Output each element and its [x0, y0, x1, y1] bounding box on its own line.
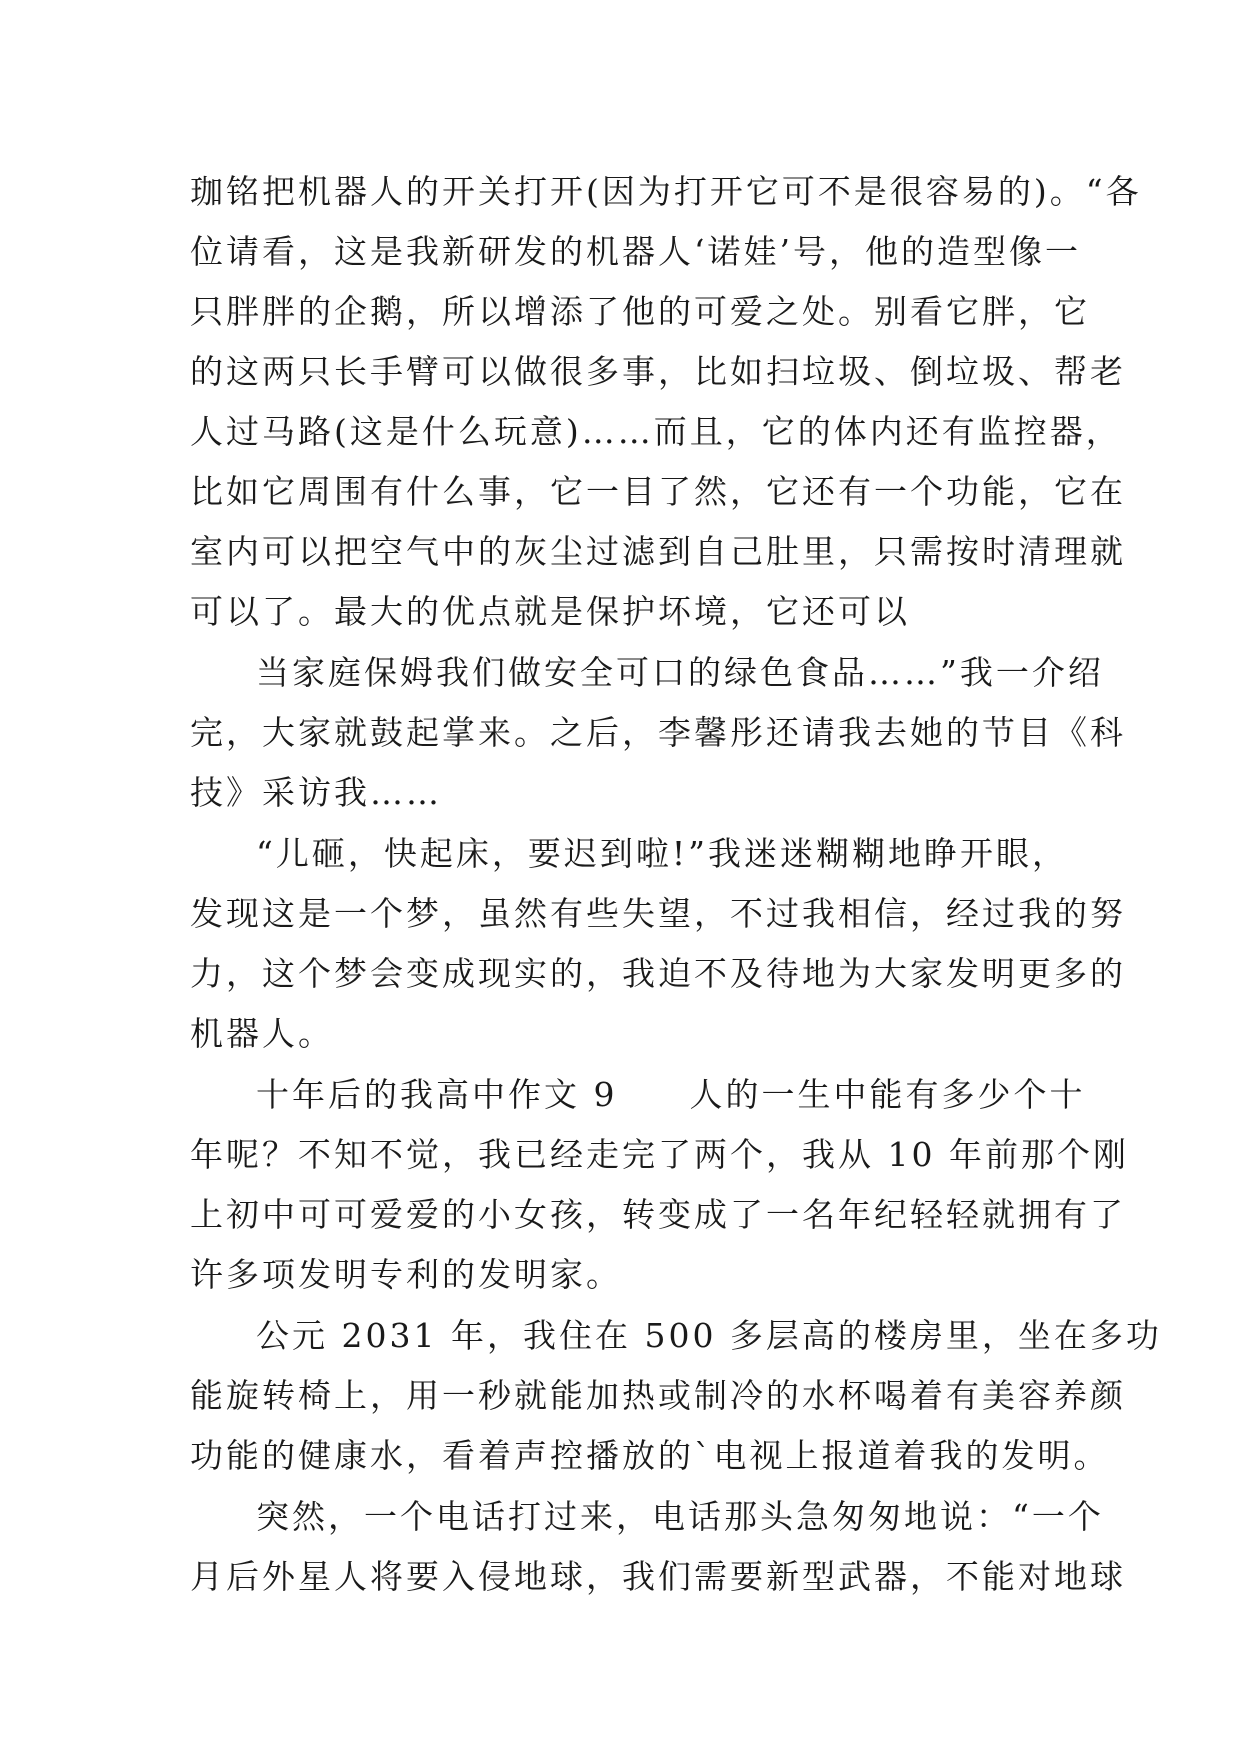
text-line: 技》采访我…… — [190, 773, 442, 812]
text-line: 的这两只长手臂可以做很多事，比如扫垃圾、倒垃圾、帮老 — [190, 352, 1126, 391]
text-line: 上初中可可爱爱的小女孩，转变成了一名年纪轻轻就拥有了 — [190, 1195, 1126, 1234]
text-line: 机器人。 — [190, 1014, 334, 1053]
text-line: 功能的健康水，看着声控播放的`电视上报道着我的发明。 — [190, 1436, 1110, 1475]
paragraph-first-line: 十年后的我高中作文 9 人的一生中能有多少个十 — [256, 1075, 1086, 1114]
text-line: 许多项发明专利的发明家。 — [190, 1255, 622, 1294]
paragraph-first-line: “儿砸，快起床，要迟到啦!”我迷迷糊糊地睁开眼， — [256, 834, 1069, 873]
text-line: 可以了。最大的优点就是保护坏境，它还可以 — [190, 592, 910, 631]
paragraph-first-line: 公元 2031 年，我住在 500 多层高的楼房里，坐在多功 — [256, 1316, 1162, 1355]
text-line: 人过马路(这是什么玩意)……而且，它的体内还有监控器， — [190, 412, 1122, 451]
text-line: 比如它周围有什么事，它一目了然，它还有一个功能，它在 — [190, 472, 1126, 511]
paragraph-first-line: 当家庭保姆我们做安全可口的绿色食品……”我一介绍 — [256, 653, 1104, 692]
text-line: 只胖胖的企鹅，所以增添了他的可爱之处。别看它胖，它 — [190, 292, 1090, 331]
text-line: 年呢？不知不觉，我已经走完了两个，我从 10 年前那个刚 — [190, 1135, 1129, 1174]
text-line: 珈铭把机器人的开关打开(因为打开它可不是很容易的)。“各 — [190, 172, 1142, 211]
text-line: 室内可以把空气中的灰尘过滤到自己肚里，只需按时清理就 — [190, 532, 1126, 571]
text-line: 发现这是一个梦，虽然有些失望，不过我相信，经过我的努 — [190, 894, 1126, 933]
text-line: 力，这个梦会变成现实的，我迫不及待地为大家发明更多的 — [190, 954, 1126, 993]
paragraph-first-line: 突然，一个电话打过来，电话那头急匆匆地说：“一个 — [256, 1497, 1104, 1536]
text-line: 位请看，这是我新研发的机器人‘诺娃’号，他的造型像一 — [190, 232, 1081, 271]
text-line: 月后外星人将要入侵地球，我们需要新型武器，不能对地球 — [190, 1557, 1126, 1596]
text-line: 能旋转椅上，用一秒就能加热或制冷的水杯喝着有美容养颜 — [190, 1376, 1126, 1415]
text-line: 完，大家就鼓起掌来。之后，李馨彤还请我去她的节目《科 — [190, 713, 1126, 752]
